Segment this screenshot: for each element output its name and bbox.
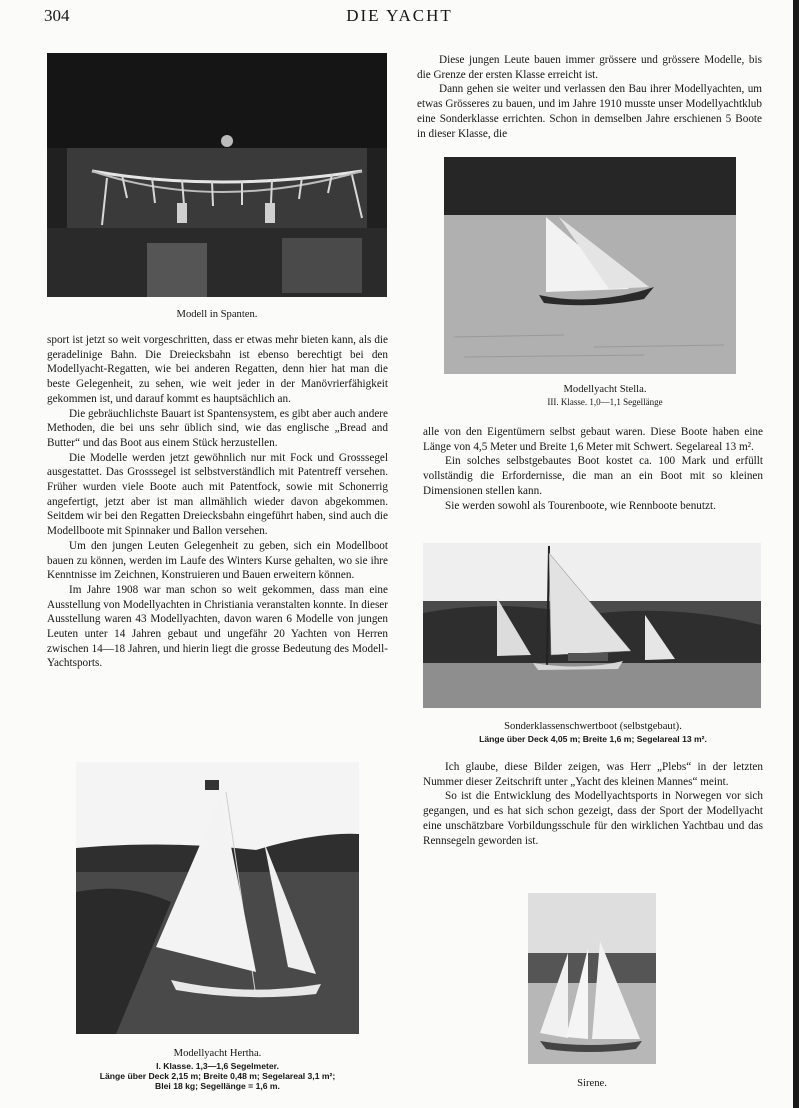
paragraph: Um den jungen Leuten Gelegenheit zu geben, sich ein Modellboot bauen zu können, werden im Laufe des Winters Kurse gehalten, wo sie ihre Kenntnisse im Zeichnen, Konstruieren und Bauen erweitern können. (47, 539, 388, 582)
page-number: 304 (44, 6, 70, 25)
photo-hertha (76, 762, 359, 1034)
right-column-bottom (423, 760, 763, 848)
paragraph: Die Modelle werden jetzt gewöhnlich nur mit Fock und Grosssegel ausgestattet. Das Grosssegel ist selbstverständlich mit Patentreff versehen. Früher wurden viele Boote auch mit Patentfock, sowie mit Schonerrig angefertigt, jetzt aber ist man allmählich wieder davon abgekommen. Seitdem wir bei den Regatten Dreiecksbahn eingeführt haben, sind auch die Modellboote mit Spinnaker und Ballon versehen. (47, 451, 388, 538)
caption-title: Modellyacht Hertha. (173, 1048, 262, 1059)
photo-sirene (528, 893, 656, 1064)
caption-sirene: Sirene. (577, 1078, 607, 1089)
caption-stella (444, 384, 766, 407)
caption-subtitle: I. Klasse. 1,3—1,6 Segelmeter. (156, 1060, 279, 1071)
caption-model-frames: Modell in Spanten. (176, 309, 258, 320)
caption-special-class-boat (423, 721, 763, 744)
photo-model-frames (47, 53, 387, 297)
paragraph: Die gebräuchlichste Bauart ist Spantensystem, es gibt aber auch andere Methoden, die bei uns sehr üblich sind, wie das englische „Bread and Butter“ und das Boot aus einem Stück herzustellen. (47, 407, 388, 449)
left-column-text (47, 333, 388, 671)
photo-special-class-boat (423, 543, 761, 708)
right-column-middle (423, 425, 763, 513)
paragraph: Diese jungen Leute bauen immer grössere und grössere Modelle, bis die Grenze der ersten Klasse erreicht ist. (417, 54, 762, 81)
paragraph: Sie werden sowohl als Tourenboote, wie Rennboote benutzt. (445, 499, 716, 512)
caption-title: Sonderklassenschwertboot (selbstgebaut). (504, 721, 682, 732)
paragraph: Dann gehen sie weiter und verlassen den Bau ihrer Modellyachten, um etwas Grösseres zu bauen, und im Jahre 1910 musste unser Modellyachtklub eine Sonderklasse errichten. Schon in demselben Jahre erschienen 5 Boote in dieser Klasse, die (417, 83, 762, 140)
paragraph: So ist die Entwicklung des Modellyachtsports in Norwegen vor sich gegangen, und es hat sich schon gezeigt, dass der Sport der Modellyacht eine unschätzbare Vorbildungsschule für den wirklichen Yachtbau und das Rennsegeln geworden ist. (423, 790, 763, 847)
scan-edge (793, 0, 799, 1108)
paragraph: Ich glaube, diese Bilder zeigen, was Herr „Plebs“ in der letzten Nummer dieser Zeitschrift unter „Yacht des kleinen Mannes“ meint. (423, 761, 763, 788)
caption-subtitle: Länge über Deck 4,05 m; Breite 1,6 m; Segelareal 13 m². (479, 733, 707, 744)
caption-title: Modellyacht Stella. (563, 384, 647, 395)
paragraph: Ein solches selbstgebautes Boot kostet ca. 100 Mark und erfüllt vollständig die Erfordernisse, die man an ein Boot mit so kleinen Dimensionen stellen kann. (423, 455, 763, 497)
paragraph: sport ist jetzt so weit vorgeschritten, dass er etwas mehr bieten kann, als die geradelinige Bahn. Die Dreiecksbahn ist ebenso berechtigt bei den Modellyacht-Regatten, wie bei anderen Regatten, denn hier hat man die beste Gelegenheit, zu sehen, wie weit jeder in der Manövrierfähigkeit gekommen ist, und darauf kommt es hauptsächlich an. (47, 334, 388, 405)
caption-subtitle: Blei 18 kg; Segellänge = 1,6 m. (155, 1080, 280, 1091)
running-header: DIE YACHT (346, 6, 453, 25)
right-column-top (417, 53, 762, 141)
caption-subtitle: III. Klasse. 1,0—1,1 Segellänge (547, 396, 663, 407)
paragraph: alle von den Eigentümern selbst gebaut waren. Diese Boote haben eine Länge von 4,5 Meter und Breite 1,6 Meter mit Schwert. Segelareal 13 m². (423, 426, 763, 453)
photo-stella (444, 157, 736, 374)
caption-subtitle: Länge über Deck 2,15 m; Breite 0,48 m; Segelareal 3,1 m²; (99, 1070, 336, 1081)
paragraph: Im Jahre 1908 war man schon so weit gekommen, dass man eine Ausstellung von Modellyachten in Christiania veranstalten konnte. In dieser Ausstellung waren 43 Modellyachten, davon waren 6 Modelle von jungen Leuten unter 14 Jahren gebaut und ungefähr 20 Yachten von Herren zwischen 14—18 Jahren, und hierin liegt die grosse Bedeutung des Modell-Yachtsports. (47, 583, 388, 670)
caption-hertha (47, 1048, 388, 1091)
